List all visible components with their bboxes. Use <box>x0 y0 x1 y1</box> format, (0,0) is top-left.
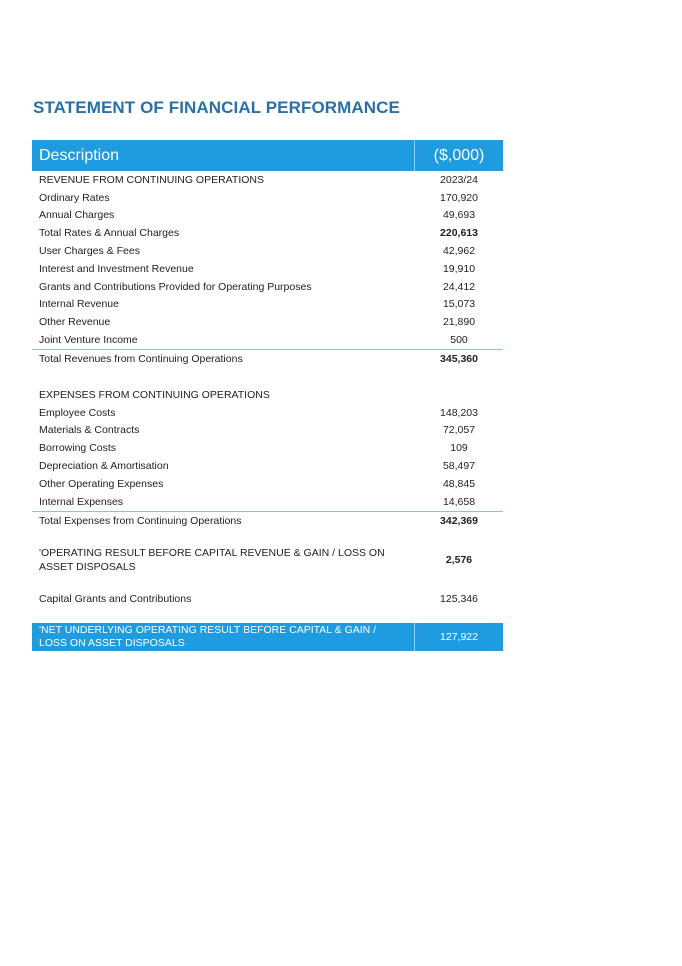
net-result-value: 127,922 <box>440 631 478 644</box>
table-row <box>32 260 503 278</box>
expenses-total-label: Total Expenses from Continuing Operations <box>39 514 242 527</box>
operating-result-value: 2,576 <box>445 553 473 566</box>
revenue-total-label: Total Revenues from Continuing Operations <box>39 352 243 365</box>
row-value: 24,412 <box>442 280 476 293</box>
row-label: Other Operating Expenses <box>39 477 164 490</box>
row-value: 19,910 <box>442 262 476 275</box>
row-value: 21,890 <box>442 316 476 329</box>
row-value: 72,057 <box>442 424 476 437</box>
row-value: 15,073 <box>442 298 476 311</box>
row-value: 58,497 <box>442 460 476 473</box>
page-title: STATEMENT OF FINANCIAL PERFORMANCE <box>33 98 400 117</box>
header-description: Description <box>32 140 415 171</box>
row-label: Materials & Contracts <box>39 424 140 437</box>
row-value: 170,920 <box>440 191 478 204</box>
row-value: 14,658 <box>442 495 476 508</box>
row-label: Employee Costs <box>39 406 116 419</box>
row-label: Depreciation & Amortisation <box>39 460 169 473</box>
spacer <box>32 578 503 591</box>
table-row <box>32 242 503 260</box>
table-row <box>32 475 503 493</box>
table-row <box>32 207 503 225</box>
table-row <box>32 457 503 475</box>
table-row <box>32 422 503 440</box>
table-row <box>32 439 503 457</box>
row-label: Borrowing Costs <box>39 442 117 455</box>
revenue-heading-row <box>32 171 503 189</box>
spacer <box>32 530 503 542</box>
net-result-label: 'NET UNDERLYING OPERATING RESULT BEFORE CAPITAL & GAIN / LOSS ON ASSET DISPOSALS <box>32 623 415 651</box>
table-row <box>32 313 503 331</box>
spacer <box>32 368 503 386</box>
year-label: 2023/24 <box>440 173 478 186</box>
header-amount: ($,000) <box>433 146 485 164</box>
row-value: 48,845 <box>442 477 476 490</box>
expenses-total-value: 342,369 <box>440 514 478 527</box>
row-label: Grants and Contributions Provided for Operating Purposes <box>39 280 312 293</box>
row-label: Total Rates & Annual Charges <box>39 227 180 240</box>
table-row <box>32 404 503 422</box>
expenses-total-row <box>32 511 503 530</box>
row-label: Internal Expenses <box>39 495 124 508</box>
row-label: Interest and Investment Revenue <box>39 262 194 275</box>
table-row <box>32 278 503 296</box>
table-header <box>32 140 503 171</box>
row-label: User Charges & Fees <box>39 245 140 258</box>
row-label: Ordinary Rates <box>39 191 110 204</box>
operating-result-label: 'OPERATING RESULT BEFORE CAPITAL REVENUE & GAIN / LOSS ON ASSET DISPOSALS <box>39 546 385 573</box>
table-row <box>32 331 503 349</box>
table-row <box>32 296 503 314</box>
capital-grants-row <box>32 591 503 609</box>
expenses-heading-row <box>32 386 503 404</box>
row-value: 148,203 <box>440 406 478 419</box>
row-value: 42,962 <box>442 245 476 258</box>
table-row <box>32 189 503 207</box>
row-value: 49,693 <box>442 209 476 222</box>
row-label: Joint Venture Income <box>39 334 138 347</box>
table-row <box>32 493 503 511</box>
row-label: Other Revenue <box>39 316 111 329</box>
spacer <box>32 608 503 623</box>
row-value: 500 <box>450 334 468 347</box>
financial-table <box>32 140 503 651</box>
operating-result-row <box>32 542 503 578</box>
expenses-heading: EXPENSES FROM CONTINUING OPERATIONS <box>39 388 270 401</box>
capital-grants-value: 125,346 <box>440 593 478 606</box>
revenue-total-row <box>32 349 503 368</box>
net-result-row <box>32 623 503 651</box>
revenue-total-value: 345,360 <box>440 352 478 365</box>
row-value: 109 <box>450 442 468 455</box>
table-row <box>32 224 503 242</box>
capital-grants-label: Capital Grants and Contributions <box>39 593 192 606</box>
revenue-heading: REVENUE FROM CONTINUING OPERATIONS <box>39 173 264 186</box>
row-label: Internal Revenue <box>39 298 119 311</box>
row-value: 220,613 <box>440 227 478 240</box>
row-label: Annual Charges <box>39 209 115 222</box>
